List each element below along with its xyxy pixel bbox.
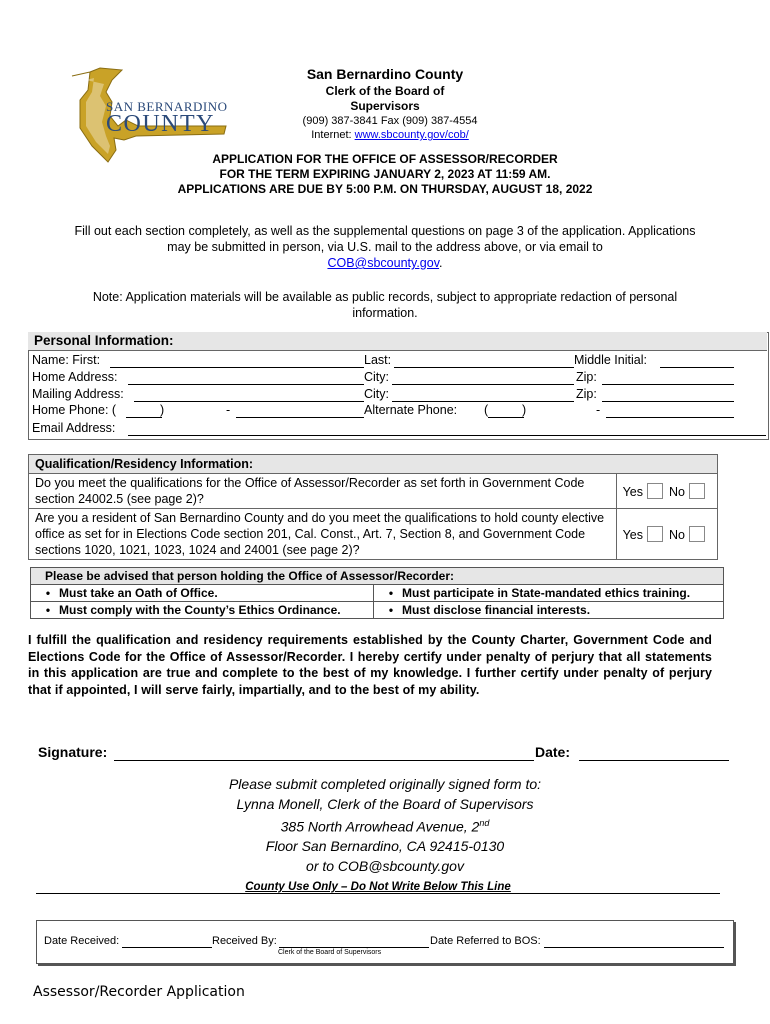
mailing-city-label: City: <box>364 387 389 401</box>
website-link[interactable]: www.sbcounty.gov/cob/ <box>354 129 469 141</box>
county-logo <box>66 66 236 166</box>
mailing-city-field[interactable] <box>392 401 574 402</box>
date-received-field[interactable] <box>122 947 212 948</box>
internet-line: Internet: www.sbcounty.gov/cob/ <box>311 129 469 141</box>
duties-header: Please be advised that person holding the Office of Assessor/Recorder: <box>31 568 724 585</box>
submission-instructions: Please submit completed originally signed form to: Lynna Monell, Clerk of the Board of Supervisors 385 North Arrowhead Avenue, 2nd Floor San Bernardino, CA 92415-0130 or to COB@sbcounty.gov <box>228 776 542 874</box>
signature-label: Signature: <box>38 744 108 760</box>
date-field[interactable] <box>579 760 729 761</box>
question-1-answer: Yes No <box>616 474 717 509</box>
duty-item: • Must disclose financial interests. <box>374 602 724 619</box>
q2-yes-checkbox[interactable] <box>647 526 663 542</box>
q1-yes-checkbox[interactable] <box>647 483 663 499</box>
middle-initial-label: Middle Initial: <box>574 353 647 367</box>
last-name-field[interactable] <box>394 367 574 368</box>
signature-field[interactable] <box>114 760 534 761</box>
question-1-text: Do you meet the qualifications for the Office of Assessor/Recorder as set forth in Government Code section 24002.5 (see page 2)? <box>29 474 617 509</box>
home-zip-field[interactable] <box>602 384 734 385</box>
date-received-label: Date Received: <box>44 935 120 947</box>
mailing-zip-label: Zip: <box>576 387 597 401</box>
county-use-divider <box>36 893 720 894</box>
duty-item: • Must take an Oath of Office. <box>31 585 374 602</box>
personal-info-header: Personal Information: <box>28 332 767 351</box>
question-2-text: Are you a resident of San Bernardino County and do you meet the qualifications to hold county elective office as set for in Elections Code section 201, Cal. Const., Art. 7, Section 8, and Government Code sections 1020, 1021, 1023, 1024 and 24001 (see page 2)? <box>29 509 617 560</box>
mailing-address-field[interactable] <box>134 401 364 402</box>
duties-table <box>30 567 724 619</box>
alternate-phone-label: Alternate Phone: <box>364 403 458 417</box>
middle-initial-field[interactable] <box>660 367 734 368</box>
phone-fax: (909) 387-3841 Fax (909) 387-4554 <box>302 115 478 127</box>
home-phone-field[interactable] <box>236 417 364 418</box>
home-city-field[interactable] <box>392 384 574 385</box>
first-name-field[interactable] <box>110 367 364 368</box>
q2-no-checkbox[interactable] <box>689 526 705 542</box>
home-zip-label: Zip: <box>576 370 597 384</box>
home-phone-area-field[interactable] <box>126 417 162 418</box>
county-use-heading: County Use Only – Do Not Write Below This Line <box>245 881 511 893</box>
org-name: San Bernardino County <box>306 66 464 82</box>
date-label: Date: <box>535 744 571 760</box>
alt-phone-field[interactable] <box>606 417 734 418</box>
logo-text-bottom: COUNTY <box>106 111 215 137</box>
home-phone-paren: ) <box>160 403 165 417</box>
email-field[interactable] <box>128 435 766 436</box>
qualification-header: Qualification/Residency Information: <box>29 455 718 474</box>
alt-phone-close: ) <box>522 403 527 417</box>
date-referred-label: Date Referred to BOS: <box>430 935 541 947</box>
email-link[interactable]: COB@sbcounty.gov <box>327 256 440 270</box>
first-name-label: Name: First: <box>32 353 101 367</box>
alt-phone-dash: - <box>596 403 601 417</box>
qualification-table <box>28 454 718 560</box>
alt-phone-open: ( <box>484 403 489 417</box>
duty-item: • Must participate in State-mandated ethics training. <box>374 585 724 602</box>
home-city-label: City: <box>364 370 389 384</box>
public-records-note: Note: Application materials will be available as public records, subject to appropriate redaction of personal information. <box>92 290 678 320</box>
qualification-question-2 <box>29 509 718 560</box>
mailing-address-label: Mailing Address: <box>32 387 124 401</box>
dept-name: Clerk of the Board of Supervisors <box>325 84 445 113</box>
county-use-box <box>36 920 734 964</box>
home-phone-label: Home Phone: ( <box>32 403 117 417</box>
logo-text-top: SAN BERNARDINO <box>106 99 228 114</box>
question-2-answer: Yes No <box>616 509 717 560</box>
mailing-zip-field[interactable] <box>602 401 734 402</box>
last-name-label: Last: <box>364 353 392 367</box>
received-by-label: Received By: <box>212 935 277 947</box>
alt-phone-area-field[interactable] <box>488 417 524 418</box>
page-footer: Assessor/Recorder Application <box>33 984 245 1000</box>
q1-no-checkbox[interactable] <box>689 483 705 499</box>
received-by-caption: Clerk of the Board of Supervisors <box>278 949 382 956</box>
duty-item: • Must comply with the County’s Ethics Ordinance. <box>31 602 374 619</box>
page-title: APPLICATION FOR THE OFFICE OF ASSESSOR/RECORDER FOR THE TERM EXPIRING JANUARY 2, 2023 AT 11:59 AM. APPLICATIONS ARE DUE BY 5:00 P.M. ON THURSDAY, AUGUST 18, 2022 <box>177 152 593 196</box>
intro-paragraph: Fill out each section completely, as well as the supplemental questions on page 3 of the application. Applications may be submitted in person, via U.S. mail to the address above, or via email to COB@sbcounty.gov. <box>74 224 696 270</box>
date-referred-field[interactable] <box>544 947 724 948</box>
home-address-label: Home Address: <box>32 370 118 384</box>
certification-statement: I fulfill the qualification and residency requirements established by the County Charter, Government Code and Elections Code for the Office of Assessor/Recorder. I hereby certify under penalty of perjury that all statements in this application are true and complete to the best of my knowledge. I further certify under penalty of perjury that if appointed, I will serve fairly, impartially, and to the best of my ability. <box>28 633 712 697</box>
qualification-question-1 <box>29 474 718 509</box>
email-label: Email Address: <box>32 421 116 435</box>
home-address-field[interactable] <box>128 384 364 385</box>
home-phone-dash: - <box>226 403 231 417</box>
received-by-field[interactable] <box>279 947 429 948</box>
